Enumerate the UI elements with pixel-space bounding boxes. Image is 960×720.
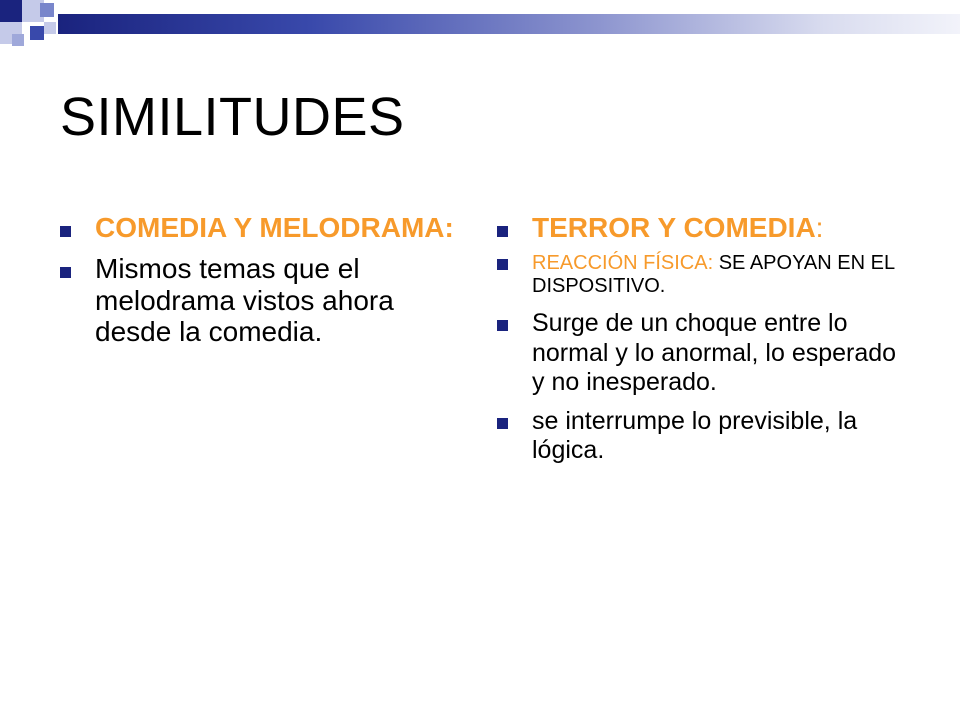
list-item — [497, 407, 897, 466]
square-bullet-icon — [60, 226, 71, 237]
square-bullet-icon — [497, 226, 508, 237]
item-heading: REACCIÓN FÍSICA: — [532, 252, 714, 275]
square-bullet-icon — [60, 267, 71, 278]
list-item — [60, 212, 460, 243]
list-item — [60, 253, 460, 347]
decor-square — [30, 26, 44, 40]
list-item — [497, 252, 897, 298]
list-item — [497, 309, 897, 397]
decor-square — [0, 0, 22, 22]
decor-square — [40, 3, 54, 17]
header-gradient-bar — [58, 14, 960, 34]
right-column — [497, 212, 897, 466]
list-item — [497, 212, 897, 243]
left-column — [60, 212, 460, 347]
slide-title: SIMILITUDES — [60, 87, 405, 147]
decor-square — [44, 22, 56, 34]
item-heading: COMEDIA Y MELODRAMA: — [95, 212, 454, 243]
item-text: se interrumpe lo previsible, la lógica. — [532, 407, 858, 465]
square-bullet-icon — [497, 320, 508, 331]
decor-square — [12, 34, 24, 46]
item-heading: TERROR Y COMEDIA — [532, 212, 816, 243]
item-heading-tail: : — [815, 212, 824, 243]
item-text: SE APOYAN EN EL DISPOSITIVO. — [532, 252, 895, 298]
square-bullet-icon — [497, 259, 508, 270]
item-text: Surge de un choque entre lo normal y lo anormal, lo esperado y no inesperado. — [532, 309, 897, 396]
square-bullet-icon — [497, 418, 508, 429]
item-text: Mismos temas que el melodrama vistos ahora desde la comedia. — [95, 253, 394, 348]
